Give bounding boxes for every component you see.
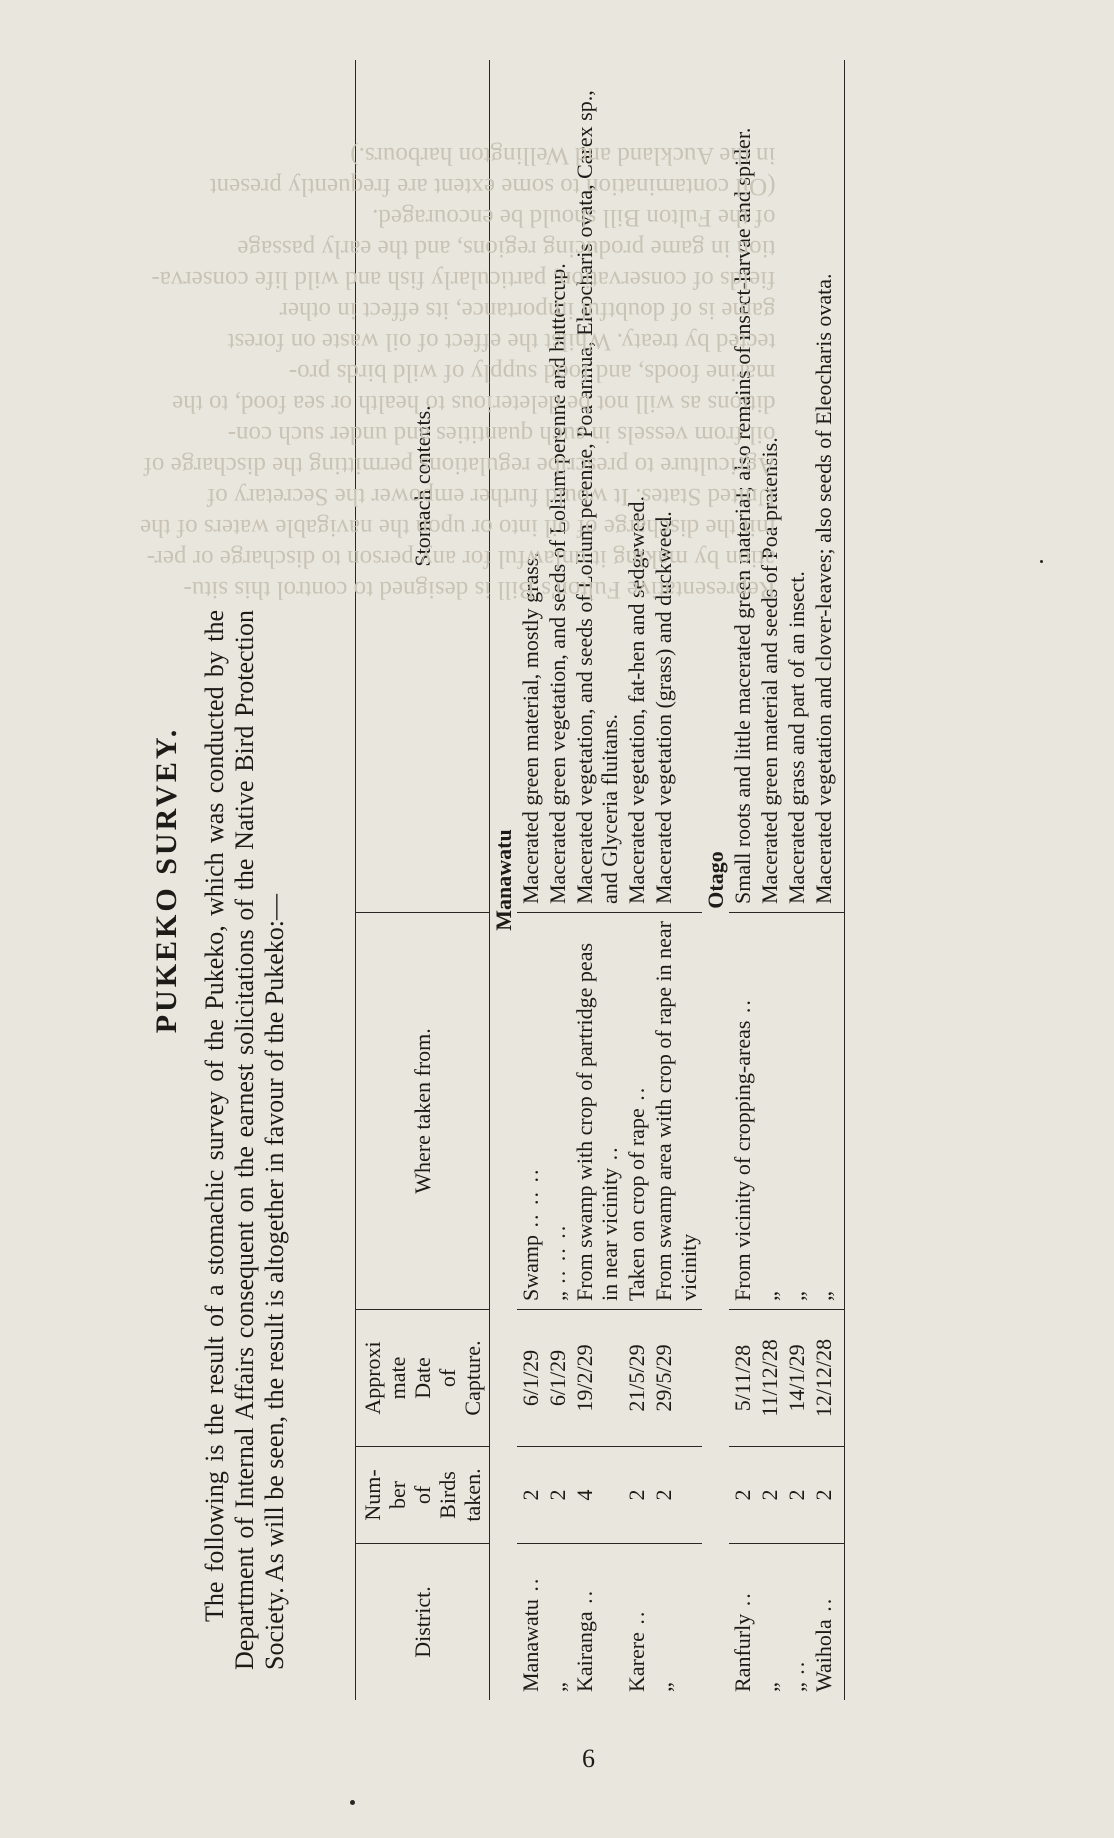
cell-number: 2 (623, 1447, 650, 1544)
cell-district: Karere .. (624, 1609, 649, 1692)
cell-date: 29/5/29 (650, 1310, 702, 1447)
header-date: Approxi mate Date of Capture. (356, 1310, 490, 1447)
cell-where: Taken on crop of rape .. (623, 913, 650, 1310)
cell-where: „ .. .. .. (544, 913, 571, 1310)
cell-date: 19/2/29 (571, 1310, 623, 1447)
cell-number: 2 (810, 1447, 845, 1544)
cell-where: From swamp with crop of partridge peas in near vicinity .. (571, 913, 623, 1310)
region-otago: Otago (703, 851, 728, 909)
cell-number: 2 (756, 1447, 783, 1544)
header-number: Num- ber of Birds taken. (356, 1447, 490, 1544)
cell-number: 2 (544, 1447, 571, 1544)
cell-stomach: Macerated vegetation, fat-hen and sedgeweed. (623, 60, 650, 913)
intro-text: The following is the result of a stomachic survey of the Pukeko, which was conducted by the Department of Internal Affairs consequent on the earnest solicitations of the Native Bird Protection Society. As will be seen, the result is altogether in favour of the Pukeko:— (200, 610, 289, 1670)
cell-number: 2 (650, 1447, 702, 1544)
cell-stomach: Macerated vegetation (grass) and duckweed. (650, 60, 702, 913)
cell-stomach: Macerated vegetation and clover-leaves; also seeds of Eleocharis ovata. (810, 60, 845, 913)
cell-where: From vicinity of cropping-areas .. (729, 913, 756, 1310)
cell-date: 6/1/29 (544, 1310, 571, 1447)
cell-number: 2 (517, 1447, 544, 1544)
cell-district: „ (757, 1682, 782, 1692)
speck (1040, 560, 1043, 563)
cell-stomach: Macerated green vegetation, and seeds of Lolium perenne and buttercup. (544, 60, 571, 913)
region-manawatu: Manawatu (491, 829, 516, 931)
cell-date: 12/12/28 (810, 1310, 845, 1447)
cell-where: „ (783, 913, 810, 1310)
cell-stomach: Macerated green material, mostly grass. (517, 60, 544, 913)
cell-stomach: Macerated green material and seeds of Poa pratensis. (756, 60, 783, 913)
cell-district: Ranfurly .. (730, 1591, 755, 1692)
cell-district: „ (545, 1682, 570, 1692)
speck (350, 1800, 355, 1805)
cell-stomach: Macerated vegetation, and seeds of Lolium perenne, Poa annua, Eleocharis ovata, Carex sp., and Glyceria fluitans. (571, 60, 623, 913)
cell-where: Swamp .. .. .. (517, 913, 544, 1310)
cell-number: 2 (729, 1447, 756, 1544)
cell-number: 4 (571, 1447, 623, 1544)
cell-date: 6/1/29 (517, 1310, 544, 1447)
cell-district: Kairanga .. (572, 1588, 597, 1692)
cell-district: „ .. (784, 1659, 809, 1692)
table-row (783, 60, 810, 1700)
page-title: PUKEKO SURVEY. (150, 726, 183, 1034)
header-district: District. (356, 1544, 490, 1701)
cell-stomach: Macerated grass and part of an insect. (783, 60, 810, 913)
page-number: 6 (582, 1744, 595, 1773)
cell-number: 2 (783, 1447, 810, 1544)
cell-district: „ (651, 1682, 676, 1692)
showthrough-text: Representative Fulton's Bill is designed to control this situ- ation by making it unlawful for any person to discharge or per- mit the discharge of oil into or upon the navigable waters of the United States. It would further empower the Secretary of Agriculture to prescribe regulations permitting the discharge of oil from vessels in such quantities and under such con- ditions as will not be deleterious to health or sea food, to the marine foods, and food supply of wild birds pro- tected by treaty. Whilst the effect of oil waste on forest game is of doubtful importance, its effect in other fields of conservation, particularly fish and wild life conserva- tion in game producing regions, and the early passage of the Fulton Bill should be encouraged. (Oil contamination to some extent are frequently present in the Auckland and Wellington harbours.) (140, 142, 776, 603)
cell-date: 5/11/28 (729, 1310, 756, 1447)
cell-where: „ (810, 913, 845, 1310)
cell-stomach: Small roots and little macerated green material; also remains of insect-larvae and spider. (729, 60, 756, 913)
cell-date: 21/5/29 (623, 1310, 650, 1447)
cell-where: From swamp area with crop of rape in near vicinity (650, 913, 702, 1310)
cell-date: 14/1/29 (783, 1310, 810, 1447)
cell-district: Manawatu .. (518, 1576, 543, 1692)
cell-district: Waihola .. (810, 1544, 845, 1701)
cell-date: 11/12/28 (756, 1310, 783, 1447)
cell-where: „ (756, 913, 783, 1310)
table-row (810, 60, 845, 1700)
intro-paragraph (200, 610, 290, 1670)
header-where: Where taken from. (356, 913, 490, 1310)
header-stomach: Stomach contents. (356, 60, 490, 913)
